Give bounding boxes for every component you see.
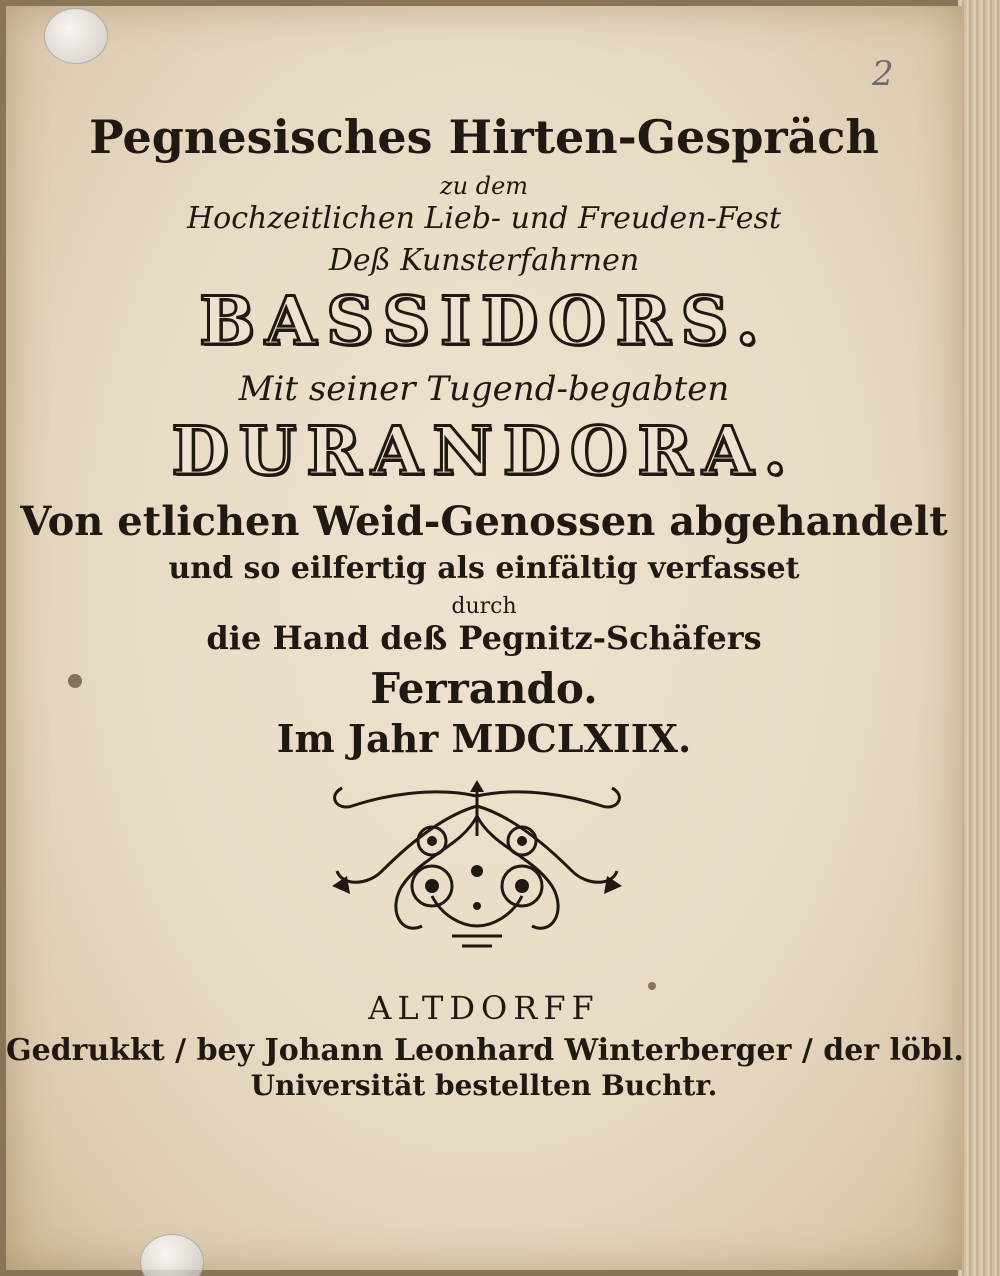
page-edges — [958, 0, 1000, 1276]
place: ALTDORFF — [368, 989, 600, 1027]
line-hand: die Hand deß Pegnitz-Schäfers — [206, 619, 762, 657]
year-line: Im Jahr MDCLXIIX. — [276, 716, 692, 761]
line-hasty: und so eilfertig als einfältig verfasset — [168, 551, 800, 586]
line-by-companions: Von etlichen Weid-Genossen abgehandelt — [20, 498, 948, 545]
bride-name: DURANDORA. — [171, 412, 797, 490]
line-with: Mit seiner Tugend-begabten — [238, 369, 730, 409]
floral-ornament-icon — [312, 776, 642, 956]
line-to: zu dem — [439, 172, 529, 200]
groom-name: BASSIDORS. — [199, 282, 769, 360]
page-number: 2 — [872, 54, 894, 94]
paper-clip-top — [44, 8, 108, 64]
line-artful: Deß Kunsterfahrnen — [328, 243, 640, 278]
title-page — [6, 6, 962, 1270]
line-wedding: Hochzeitlichen Lieb- und Freuden-Fest — [186, 201, 782, 236]
title: Pegnesisches Hirten-Gespräch — [89, 110, 879, 164]
ink-stain — [648, 982, 656, 990]
printer-line-2: Universität bestellten Buchtr. — [250, 1069, 718, 1102]
line-through: durch — [451, 594, 517, 619]
author: Ferrando. — [370, 664, 598, 713]
ink-stain — [68, 674, 82, 688]
printer-line-1: Gedrukkt / bey Johann Leonhard Winterberger / der löbl. — [6, 1033, 964, 1068]
